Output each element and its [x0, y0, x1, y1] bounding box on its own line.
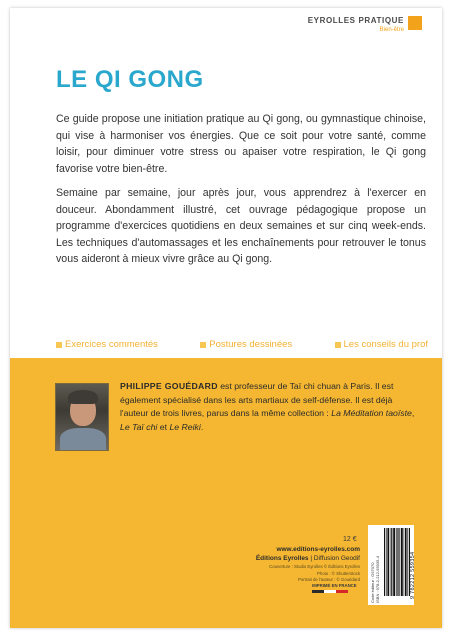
author-photo [55, 383, 109, 451]
credit-line: Portrait de l'auteur : © Gouédard [297, 577, 360, 582]
series-square-icon [408, 16, 422, 30]
photo-hair [68, 390, 98, 404]
made-in-france [312, 583, 357, 593]
credit-line: Couverture : Studio Eyrolles © Éditions Eyrolles [269, 564, 360, 569]
isbn-digits: 9 782212 559354 [410, 551, 416, 599]
author-name: PHILIPPE GOUÉDARD [120, 381, 218, 391]
feature-label: Exercices commentés [65, 339, 158, 350]
feature-label: Les conseils du prof [343, 339, 428, 350]
bio-book-2: Le Taï chi [120, 421, 158, 432]
publisher-block [230, 545, 360, 584]
series-subtitle: Bien-être [379, 27, 404, 33]
series-title: EYROLLES PRATIQUE [307, 16, 404, 25]
publisher-name: Éditions Eyrolles [255, 555, 309, 562]
photo-shirt [60, 428, 106, 451]
barcode-info [370, 531, 380, 603]
isbn-13: ISBN : 978-2-212-55935-4 [375, 556, 380, 603]
feature-item [56, 339, 158, 350]
publisher-name-line [230, 554, 360, 563]
publisher-code: Code éditeur : G57070 [370, 562, 375, 603]
credits [230, 564, 360, 584]
bio-book-3: Le Reiki [169, 421, 201, 432]
series-text [308, 16, 404, 34]
french-flag-icon [312, 590, 348, 593]
blurb-paragraph-1: Ce guide propose une initiation pratique au Qi gong, ou gymnastique chinoise, qui vise à harmoniser vos énergies. Que ce soit pour votre santé, comme loisir, pour diminuer votre stress ou apaiser votre respiration, le Qi gong favorise votre bien-être. [56, 113, 426, 175]
feature-item [335, 339, 429, 350]
bio-end: . [200, 421, 204, 432]
square-bullet-icon [200, 342, 206, 348]
barcode [384, 528, 410, 596]
series-mark [308, 16, 422, 34]
book-title: LE QI GONG [56, 66, 204, 93]
bio-separator: et [157, 421, 170, 432]
author-bio [120, 380, 420, 434]
feature-label: Postures dessinées [209, 339, 293, 350]
credit-line: Photo : © Shutterstock [316, 570, 360, 576]
feature-item [200, 339, 292, 350]
made-in-label: IMPRIMÉ EN FRANCE [312, 583, 357, 588]
distributor: | Diffusion Geodif [308, 555, 360, 562]
square-bullet-icon [335, 342, 341, 348]
bio-book-1: La Méditation taoïste [331, 408, 412, 418]
features-list [56, 339, 428, 350]
bio-text: est professeur de Taï chi chuan à Paris. Il est également spécialisé dans les arts martiaux de self-défense. Il est déjà l'auteur de trois livres, parus dans la même collection : [120, 381, 394, 418]
blurb-paragraph-2: Semaine par semaine, jour après jour, vous apprendrez à l'exercer en douceur. Abondamment illustré, cet ouvrage pédagogique propose un programme d'exercices quotidiens en deux semaines et sur cinq week-ends. Les techniques d'automassages et les enchaînements pour retrouver le tonus vous aideront à mieux vivre grâce au Qi gong. [56, 187, 426, 265]
publisher-url: www.editions-eyrolles.com [276, 546, 360, 553]
square-bullet-icon [56, 342, 62, 348]
bio-separator: , [411, 408, 415, 418]
price: 12 € [343, 536, 357, 543]
barcode-box [368, 525, 414, 605]
